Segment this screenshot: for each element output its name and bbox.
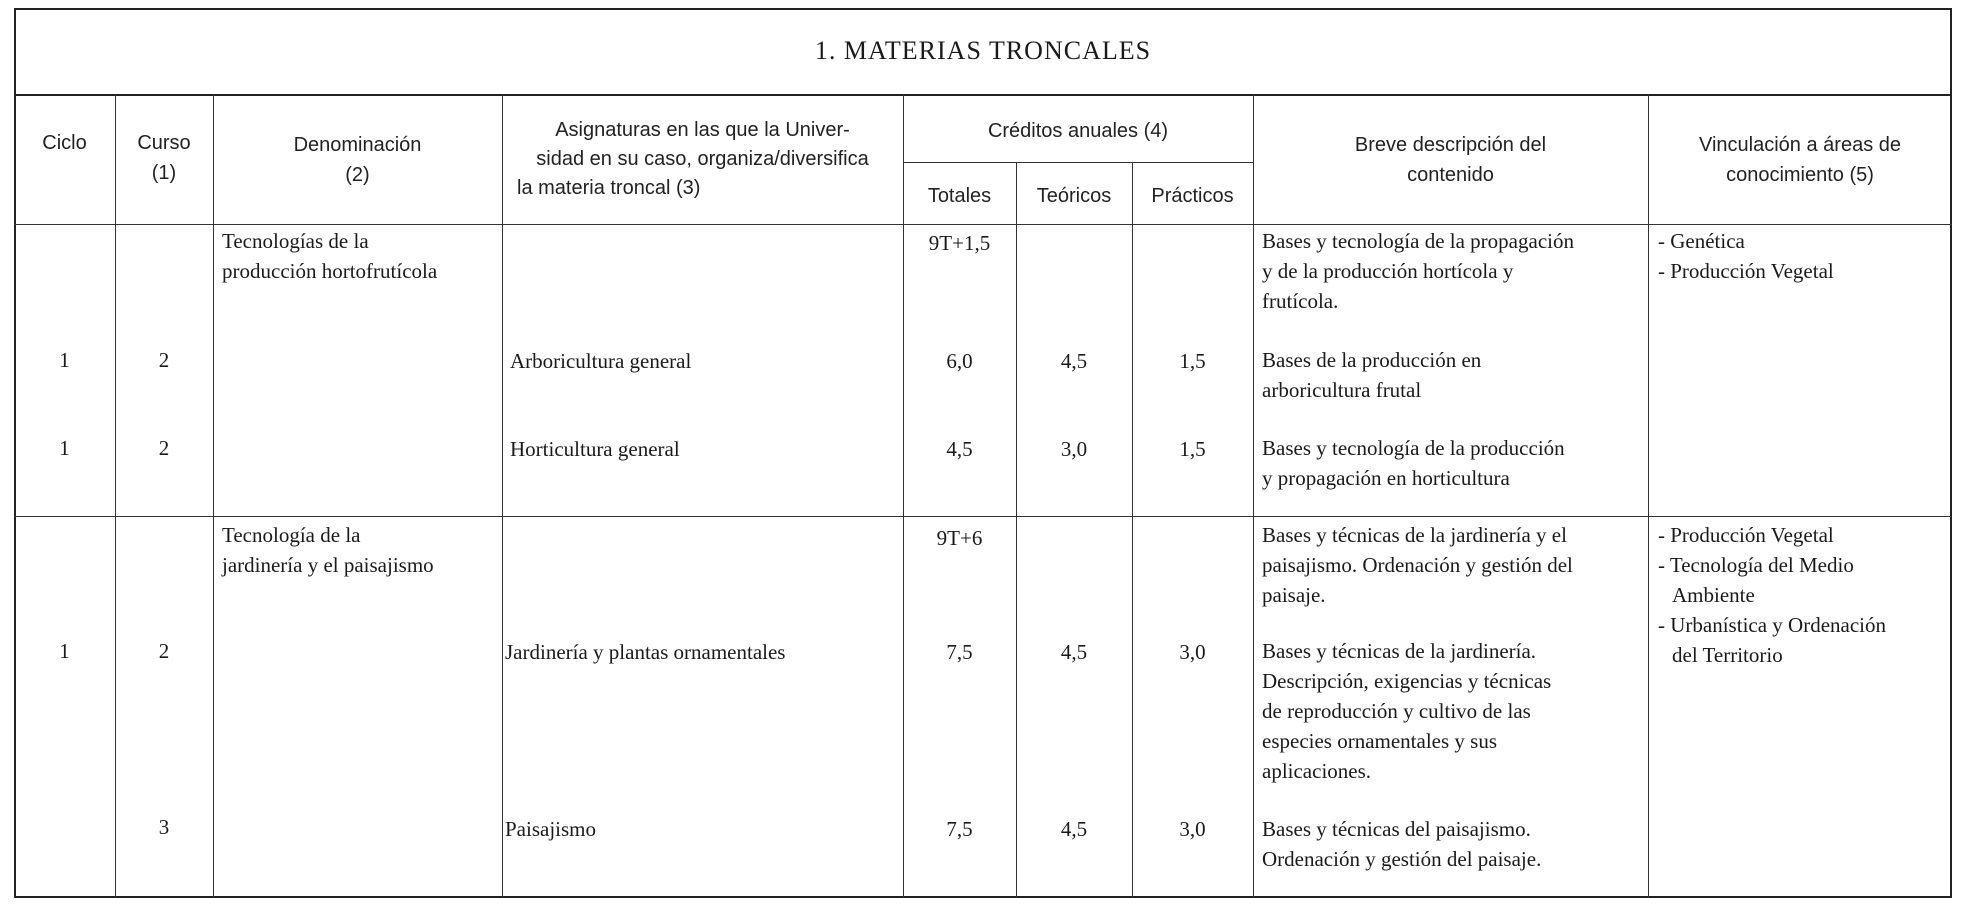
section2-totales: 9T+6 xyxy=(936,526,983,550)
table-row-ciclo: 1 xyxy=(59,348,70,372)
credits-subheader-divider xyxy=(903,162,1253,163)
table-row-asignatura: Horticultura general xyxy=(510,437,680,461)
column-divider xyxy=(502,94,503,898)
section1-descripcion: Bases y tecnología de la propagación y de la producción hortícola y frutícola. xyxy=(1262,229,1574,313)
table-row-ciclo: 1 xyxy=(59,639,70,663)
table-row-practicos: 3,0 xyxy=(1179,640,1206,664)
header-teoricos: Teóricos xyxy=(1036,185,1112,207)
header-totales: Totales xyxy=(927,185,992,207)
table-row-totales: 6,0 xyxy=(946,349,973,373)
table-row-curso: 2 xyxy=(158,348,170,372)
table-row-practicos: 1,5 xyxy=(1179,349,1206,373)
header-asignaturas: Asignaturas en las que la Univer- sidad en su caso, organiza/diversifica la materia troncal (3) xyxy=(517,119,869,199)
column-divider xyxy=(903,94,904,898)
column-divider xyxy=(213,94,214,898)
table-row-teoricos: 4,5 xyxy=(1060,817,1088,841)
section2-descripcion: Bases y técnicas de la jardinería y el paisajismo. Ordenación y gestión del paisaje. xyxy=(1262,523,1573,607)
table-row-practicos: 1,5 xyxy=(1179,437,1206,461)
table-row-totales: 7,5 xyxy=(946,640,973,664)
section1-totales: 9T+1,5 xyxy=(928,231,991,255)
page-title: 1. MATERIAS TRONCALES xyxy=(14,8,1952,96)
table-row-curso: 3 xyxy=(158,815,170,839)
table-row-asignatura: Jardinería y plantas ornamentales xyxy=(505,640,786,664)
section1-vinculacion: - Genética - Producción Vegetal xyxy=(1658,229,1834,283)
header-curso: Curso (1) xyxy=(137,132,191,184)
section2-vinculacion: - Producción Vegetal - Tecnología del Medio Ambiente - Urbanística y Ordenación del Territorio xyxy=(1658,523,1886,667)
table-row-teoricos: 3,0 xyxy=(1060,437,1088,461)
column-divider xyxy=(1253,94,1254,898)
section2-denominacion: Tecnología de la jardinería y el paisajismo xyxy=(222,523,434,577)
column-divider xyxy=(1016,162,1017,518)
column-divider xyxy=(1132,162,1133,898)
table-row-ciclo: 1 xyxy=(59,436,70,460)
table-row-descripcion: Bases de la producción en arboricultura frutal xyxy=(1262,348,1482,402)
table-row-descripcion: Bases y técnicas de la jardinería. Descripción, exigencias y técnicas de reproducción y cultivo de las especies ornamentales y sus aplicaciones. xyxy=(1262,639,1552,783)
column-divider xyxy=(1648,94,1649,898)
header-vinculacion: Vinculación a áreas de conocimiento (5) xyxy=(1699,134,1901,186)
header-descripcion: Breve descripción del contenido xyxy=(1354,134,1547,186)
table-row-practicos: 3,0 xyxy=(1179,817,1206,841)
table-row-totales: 7,5 xyxy=(946,817,973,841)
header-practicos: Prácticos xyxy=(1151,185,1234,207)
table-row-asignatura: Arboricultura general xyxy=(510,349,692,373)
table-row-teoricos: 4,5 xyxy=(1060,349,1088,373)
table-row-curso: 2 xyxy=(158,436,170,460)
header-denominacion: Denominación (2) xyxy=(293,134,422,186)
section-divider xyxy=(14,516,1952,517)
header-ciclo: Ciclo xyxy=(42,132,87,154)
header-creditos: Créditos anuales (4) xyxy=(987,120,1169,142)
table-row-totales: 4,5 xyxy=(946,437,973,461)
table-row-teoricos: 4,5 xyxy=(1060,640,1088,664)
section1-denominacion: Tecnologías de la producción hortofrutícola xyxy=(222,229,438,283)
table-row-asignatura: Paisajismo xyxy=(505,817,597,841)
table-row-descripcion: Bases y técnicas del paisajismo. Ordenación y gestión del paisaje. xyxy=(1262,817,1542,871)
header-bottom-divider xyxy=(14,224,1952,225)
column-divider xyxy=(115,94,116,898)
table-row-descripcion: Bases y tecnología de la producción y propagación en horticultura xyxy=(1262,436,1565,490)
table-row-curso: 2 xyxy=(158,639,170,663)
